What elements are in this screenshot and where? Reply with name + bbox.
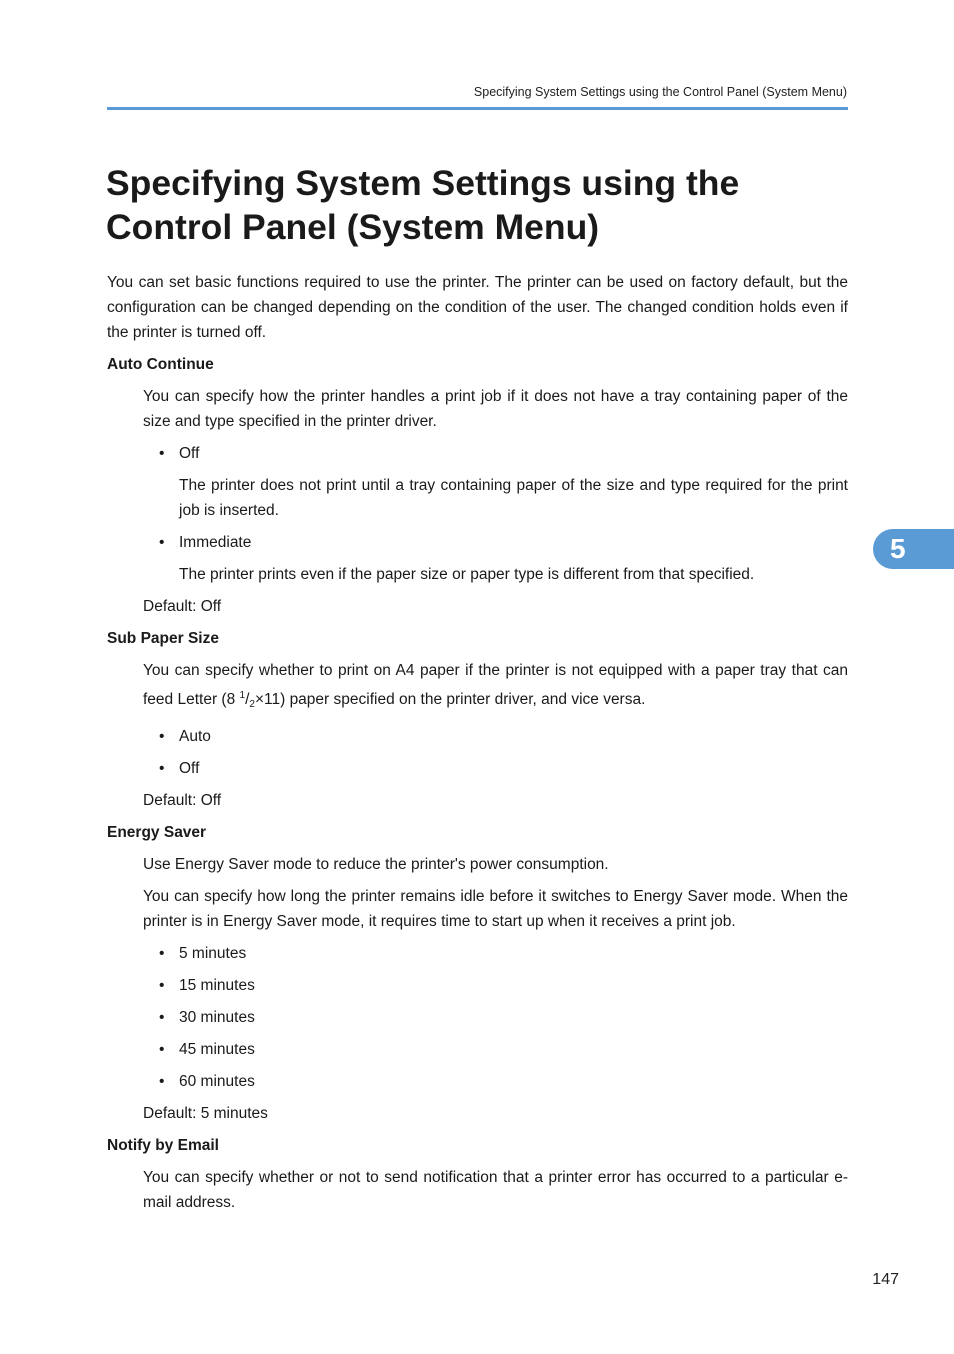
fraction-denominator: 2 [249, 699, 255, 710]
notify-by-email-description: You can specify whether or not to send notification that a printer error has occurred to a particular e-mail address. [143, 1169, 848, 1211]
section-heading-sub-paper-size: Sub Paper Size [107, 630, 219, 647]
sub-paper-size-desc-part2: ×11) paper specified on the printer driver, and vice versa. [254, 691, 646, 708]
main-content [107, 270, 848, 1215]
sub-paper-size-description [143, 658, 848, 717]
energy-saver-option-60: • 60 minutes [179, 1069, 848, 1094]
section-heading-energy-saver: Energy Saver [107, 824, 207, 841]
fraction-numerator: 1 [239, 690, 246, 701]
sub-paper-size-option-auto: • Auto [179, 724, 848, 749]
chapter-number: 5 [890, 533, 906, 564]
page-number: 147 [872, 1271, 899, 1288]
auto-continue-option-off-description: The printer does not print until a tray containing paper of the size and type required for the print job is inserted. [179, 477, 848, 519]
auto-continue-option-off: • Off [179, 441, 848, 466]
energy-saver-option-45: • 45 minutes [179, 1037, 848, 1062]
energy-saver-description-2: You can specify how long the printer remains idle before it switches to Energy Saver mode. When the printer is in Energy Saver mode, it requires time to start up when it receives a print job. [143, 888, 848, 930]
energy-saver-description-1: Use Energy Saver mode to reduce the printer's power consumption. [143, 856, 609, 873]
fraction-slash: / [245, 691, 250, 708]
energy-saver-option-15: • 15 minutes [179, 973, 848, 998]
sub-paper-size-option-off: • Off [179, 756, 848, 781]
energy-saver-option-30: • 30 minutes [179, 1005, 848, 1030]
energy-saver-default: Default: 5 minutes [143, 1105, 268, 1122]
auto-continue-option-immediate-description: The printer prints even if the paper size or paper type is different from that specified. [179, 566, 755, 583]
sub-paper-size-desc-part1: You can specify whether to print on A4 paper if the printer is not equipped with a paper tray that can feed Letter (8 [143, 662, 848, 708]
page-title: Specifying System Settings using the Control Panel (System Menu) [106, 163, 740, 247]
intro-paragraph: You can set basic functions required to use the printer. The printer can be used on factory default, but the configuration can be changed depending on the condition of the user. The changed condition holds even if the printer is turned off. [107, 274, 848, 341]
chapter-tab [873, 529, 954, 569]
energy-saver-option-5: • 5 minutes [179, 941, 848, 966]
auto-continue-description: You can specify how the printer handles a print job if it does not have a tray containing paper of the size and type specified in the printer driver. [143, 388, 848, 430]
running-header: Specifying System Settings using the Control Panel (System Menu) [473, 85, 847, 99]
auto-continue-default: Default: Off [143, 598, 222, 615]
section-heading-auto-continue: Auto Continue [107, 356, 214, 373]
sub-paper-size-default: Default: Off [143, 792, 222, 809]
auto-continue-option-immediate: • Immediate [179, 530, 848, 555]
header-rule [107, 107, 848, 110]
section-heading-notify-by-email: Notify by Email [107, 1137, 219, 1154]
